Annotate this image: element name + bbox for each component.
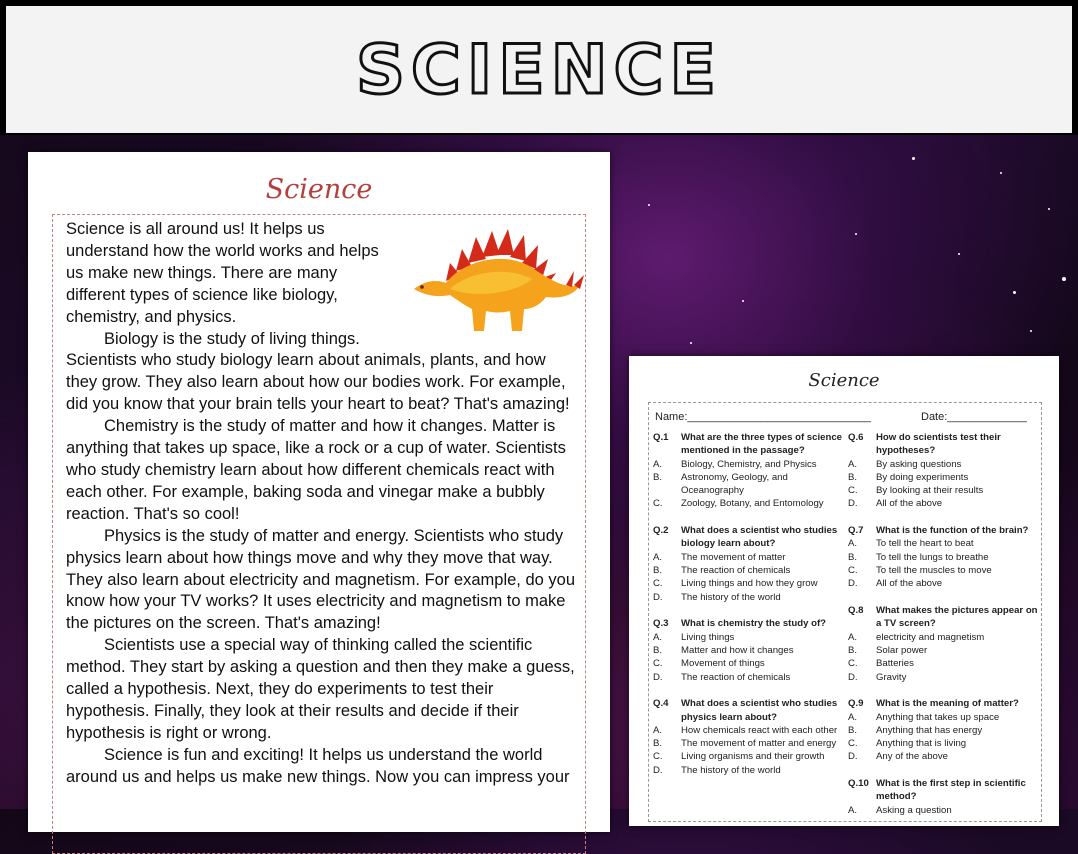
answer-option (653, 671, 845, 684)
option-text: By asking questions (876, 458, 962, 470)
option-letter: C. (848, 565, 858, 577)
option-text: The movement of matter and energy (681, 738, 837, 750)
star (648, 204, 650, 206)
question-number: Q.9 (848, 698, 864, 710)
question-text: What is the function of the brain? (876, 525, 1029, 537)
question-row (848, 524, 1040, 537)
passage-title: Science (265, 174, 373, 205)
option-text: How chemicals react with each other (681, 724, 838, 736)
passage-page (28, 152, 610, 832)
answer-option (653, 737, 845, 750)
answer-option (653, 471, 845, 498)
answer-option (848, 564, 1040, 577)
answer-option (653, 764, 845, 777)
star (690, 342, 692, 344)
answer-option (848, 750, 1040, 763)
answer-option (653, 644, 845, 657)
option-letter: B. (653, 738, 663, 750)
quiz-question (653, 617, 845, 683)
question-text: What is the first step in scientific method? (876, 778, 1026, 803)
star (912, 157, 915, 160)
option-letter: A. (653, 551, 663, 563)
option-letter: D. (653, 591, 663, 603)
option-text: Movement of things (681, 658, 765, 670)
star (1062, 277, 1066, 281)
star (1048, 208, 1050, 210)
option-letter: D. (848, 498, 858, 510)
option-text: electricity and magnetism (876, 631, 985, 643)
question-text: What makes the pictures appear on a TV screen? (876, 605, 1038, 630)
quiz-question (653, 431, 845, 511)
passage-paragraph: Science is fun and exciting! It helps us understand the world around us and helps us make new things. Now you can impress your (66, 745, 570, 786)
option-text: The movement of matter (681, 551, 786, 563)
answer-option (653, 577, 845, 590)
option-text: The reaction of chemicals (681, 671, 791, 683)
quiz-question (848, 604, 1040, 684)
option-text: Living organisms and their growth (681, 751, 825, 763)
quiz-box (648, 402, 1042, 822)
option-text: By doing experiments (876, 471, 969, 483)
question-text: How do scientists test their hypotheses? (876, 432, 1001, 457)
option-letter: A. (653, 458, 663, 470)
answer-option (848, 657, 1040, 670)
question-text: What does a scientist who studies biology learn about? (681, 525, 838, 550)
quiz-question (653, 524, 845, 604)
question-number: Q.6 (848, 432, 864, 443)
quiz-title: Science (808, 370, 880, 391)
option-letter: B. (848, 644, 858, 656)
banner-title: SCIENCE (356, 31, 722, 110)
question-number: Q.2 (653, 525, 669, 537)
option-letter: C. (848, 738, 858, 750)
option-letter: A. (848, 804, 858, 816)
question-number: Q.4 (653, 698, 669, 710)
option-text: To tell the muscles to move (876, 565, 992, 577)
star (742, 300, 744, 302)
question-row (848, 777, 1040, 804)
question-number: Q.10 (848, 778, 869, 790)
option-text: Astronomy, Geology, and Oceanography (681, 471, 788, 497)
question-number: Q.3 (653, 618, 669, 630)
date-field-label: Date:_____________ (921, 411, 1027, 423)
question-text: What is the meaning of matter? (876, 698, 1019, 710)
name-field-label: Name:______________________________ (655, 411, 871, 423)
option-text: Living things and how they grow (681, 578, 818, 590)
question-text: What are the three types of science mentioned in the passage? (681, 432, 843, 457)
option-text: Anything that takes up space (876, 711, 1000, 723)
answer-option (653, 458, 845, 471)
option-text: All of the above (876, 578, 943, 590)
question-text: What does a scientist who studies physics learn about? (681, 698, 838, 723)
quiz-header (655, 411, 1035, 425)
quiz-question (653, 697, 845, 777)
option-text: Gravity (876, 671, 907, 683)
question-number: Q.7 (848, 525, 864, 537)
answer-option (653, 750, 845, 763)
passage-paragraph: Chemistry is the study of matter and how it changes. Matter is anything that takes up space, like a rock or a cup of water. Scientists who study chemistry learn about how different chemicals react with each other. For example, baking soda and vinegar make a bubbly reaction. That's so cool! (66, 417, 566, 523)
passage-paragraph: Scientists use a special way of thinking called the scientific method. They start by asking a question and then they make a guess, called a hypothesis. Next, they do experiments to test their hypothesis. Finally, they look at their results and decide if their hypothesis is right or wrong. (66, 636, 575, 742)
answer-option (848, 497, 1040, 510)
answer-option (848, 737, 1040, 750)
answer-option (848, 724, 1040, 737)
answer-option (848, 484, 1040, 497)
answer-option (848, 671, 1040, 684)
option-letter: D. (653, 671, 663, 683)
option-letter: D. (653, 764, 663, 776)
questions-column-right (848, 431, 1040, 830)
star (855, 233, 857, 235)
answer-option (848, 471, 1040, 484)
option-text: Batteries (876, 658, 914, 670)
question-number: Q.1 (653, 432, 669, 443)
quiz-question (848, 777, 1040, 817)
option-text: To tell the heart to beat (876, 538, 974, 550)
answer-option (653, 497, 845, 510)
option-text: The reaction of chemicals (681, 565, 791, 577)
passage-paragraph: Biology is the study of living things. Scientists who study biology learn about animals, plants, and how they grow. They also learn about how our bodies work. For example, did you know that your brain tells your heart to beat? That's amazing! (66, 329, 570, 414)
quiz-question (848, 697, 1040, 763)
star (958, 253, 960, 255)
question-text: What is chemistry the study of? (681, 618, 826, 630)
option-text: Asking a question (876, 804, 952, 816)
option-text: Matter and how it changes (681, 644, 794, 656)
option-text: Anything that has energy (876, 724, 983, 736)
answer-option (653, 564, 845, 577)
question-row (653, 697, 845, 724)
star (1000, 172, 1002, 174)
option-letter: B. (848, 724, 858, 736)
option-letter: D. (848, 578, 858, 590)
option-letter: A. (848, 458, 858, 470)
option-text: Anything that is living (876, 738, 967, 750)
option-letter: C. (653, 498, 663, 510)
banner (6, 6, 1072, 133)
option-text: Solar power (876, 644, 928, 656)
option-text: The history of the world (681, 591, 781, 603)
questions-column-left (653, 431, 845, 790)
option-text: Biology, Chemistry, and Physics (681, 458, 817, 470)
answer-option (848, 804, 1040, 817)
quiz-question (848, 524, 1040, 590)
option-letter: C. (653, 751, 663, 763)
question-row (848, 431, 1040, 458)
answer-option (653, 631, 845, 644)
option-letter: B. (653, 644, 663, 656)
question-row (653, 617, 845, 630)
question-row (653, 524, 845, 551)
option-text: The history of the world (681, 764, 781, 776)
option-text: All of the above (876, 498, 943, 510)
option-letter: A. (653, 724, 663, 736)
option-text: Living things (681, 631, 735, 643)
answer-option (653, 724, 845, 737)
question-row (848, 604, 1040, 631)
passage-paragraph: Science is all around us! It helps us understand how the world works and helps us make new things. There are many different types of science like biology, chemistry, and physics. (66, 220, 379, 326)
answer-option (848, 537, 1040, 550)
option-text: Any of the above (876, 751, 949, 763)
passage-paragraph: Physics is the study of matter and energy. Scientists who study physics learn about how things move and why they move that way. They also learn about electricity and magnetism. For example, do you know how your TV works? It uses electricity and magnetism to make the pictures on the screen. That's amazing! (66, 526, 576, 633)
option-letter: B. (653, 471, 663, 483)
answer-option (653, 551, 845, 564)
option-text: To tell the lungs to breathe (876, 551, 989, 563)
passage-text (66, 219, 578, 789)
option-letter: A. (653, 631, 663, 643)
option-letter: A. (848, 631, 858, 643)
stegosaurus-illustration (406, 223, 586, 341)
option-text: By looking at their results (876, 485, 984, 497)
option-letter: D. (848, 671, 858, 683)
answer-option (848, 711, 1040, 724)
answer-option (848, 577, 1040, 590)
option-letter: C. (653, 658, 663, 670)
star (1013, 291, 1016, 294)
option-text: Zoology, Botany, and Entomology (681, 498, 824, 510)
quiz-page (629, 356, 1059, 826)
option-letter: B. (848, 471, 858, 483)
question-number: Q.8 (848, 605, 864, 617)
answer-option (848, 631, 1040, 644)
option-letter: A. (848, 538, 858, 550)
option-letter: C. (848, 485, 858, 497)
answer-option (653, 657, 845, 670)
answer-option (848, 644, 1040, 657)
star (1030, 330, 1032, 332)
answer-option (848, 458, 1040, 471)
option-letter: B. (848, 551, 858, 563)
option-letter: C. (848, 658, 858, 670)
answer-option (653, 591, 845, 604)
question-row (848, 697, 1040, 710)
question-row (653, 431, 845, 458)
passage-box (52, 214, 586, 854)
option-letter: B. (653, 565, 663, 577)
option-letter: C. (653, 578, 663, 590)
option-letter: D. (848, 751, 858, 763)
answer-option (848, 551, 1040, 564)
quiz-question (848, 431, 1040, 511)
option-letter: A. (848, 711, 858, 723)
